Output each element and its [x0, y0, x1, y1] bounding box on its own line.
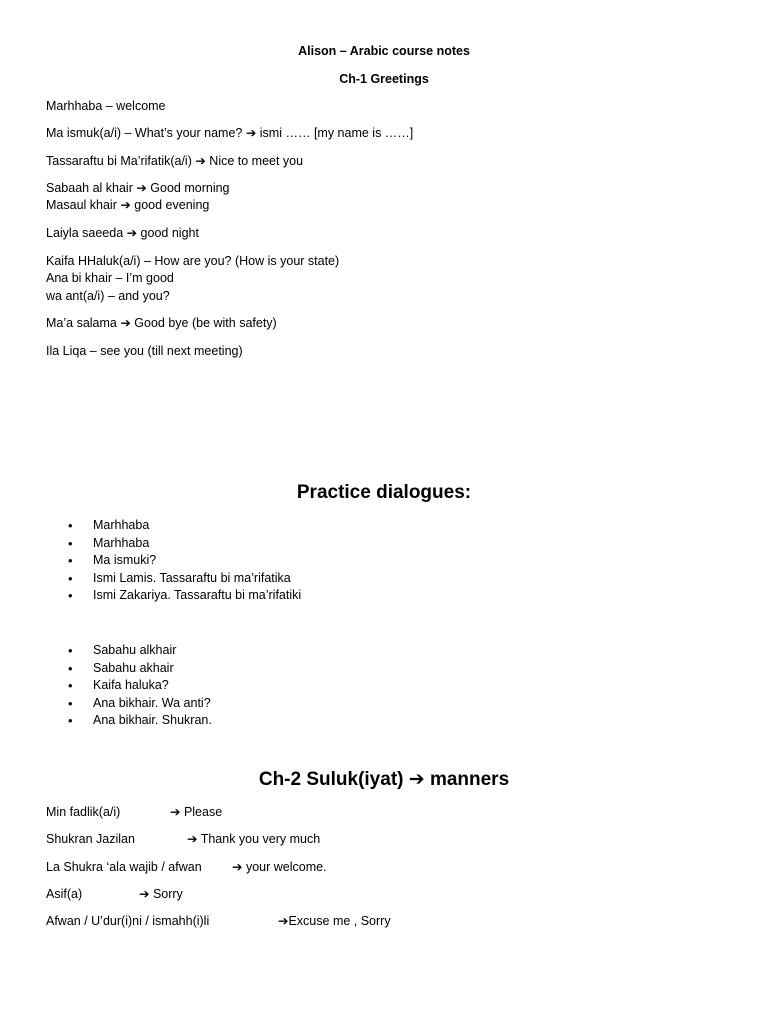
manners-term: Asif(a) [46, 887, 83, 901]
greeting-line-name: Ma ismuk(a/i) – What’s your name? ➔ ismi …… [my name is ……] [46, 126, 414, 140]
manners-term: Min fadlik(a/i) [46, 805, 121, 819]
greeting-line-good-night: Laiyla saeeda ➔ good night [46, 226, 199, 240]
practice-heading: Practice dialogues: [296, 482, 472, 503]
practice-dialogue-2 [46, 642, 212, 730]
greeting-line-and-you: wa ant(a/i) – and you? [46, 289, 170, 303]
list-item: • Kaifa haluka? [46, 677, 212, 695]
list-item: • Sabahu alkhair [46, 642, 212, 660]
greeting-line-see-you: Ila Liqa – see you (till next meeting) [46, 344, 243, 358]
list-item: • Sabahu akhair [46, 660, 212, 678]
manners-meaning: ➔ Thank you very much [187, 832, 321, 846]
list-item: • Ana bikhair. Wa anti? [46, 695, 212, 713]
manners-meaning: ➔ your welcome. [232, 860, 327, 874]
practice-dialogue-1 [46, 517, 301, 605]
greeting-line-how-are-you: Kaifa HHaluk(a/i) – How are you? (How is your state) [46, 254, 340, 268]
manners-term: Afwan / U’dur(i)ni / ismahh(i)li [46, 914, 210, 928]
list-item: • Marhhaba [46, 535, 301, 553]
manners-term: La Shukra ‘ala wajib / afwan [46, 860, 202, 874]
greeting-line-good-bye: Ma’a salama ➔ Good bye (be with safety) [46, 316, 277, 330]
manners-meaning: ➔ Sorry [139, 887, 183, 901]
greeting-line-nice-to-meet: Tassaraftu bi Ma’rifatik(a/i) ➔ Nice to meet you [46, 154, 304, 168]
greeting-line-good-evening: Masaul khair ➔ good evening [46, 198, 210, 212]
greeting-line-welcome: Marhhaba – welcome [46, 99, 166, 113]
document-title: Alison – Arabic course notes [298, 44, 470, 58]
chapter-1-title: Ch-1 Greetings [339, 72, 429, 86]
manners-term: Shukran Jazilan [46, 832, 135, 846]
greeting-line-good-morning: Sabaah al khair ➔ Good morning [46, 181, 230, 195]
manners-meaning: ➔Excuse me , Sorry [278, 914, 391, 928]
list-item: • Ana bikhair. Shukran. [46, 712, 212, 730]
chapter-2-heading: Ch-2 Suluk(iyat) ➔ manners [258, 769, 510, 790]
list-item: • Ismi Zakariya. Tassaraftu bi ma’rifatiki [46, 587, 301, 605]
list-item: • Marhhaba [46, 517, 301, 535]
list-item: • Ma ismuki? [46, 552, 301, 570]
greeting-line-im-good: Ana bi khair – I’m good [46, 271, 174, 285]
list-item: • Ismi Lamis. Tassaraftu bi ma’rifatika [46, 570, 301, 588]
manners-meaning: ➔ Please [170, 805, 223, 819]
